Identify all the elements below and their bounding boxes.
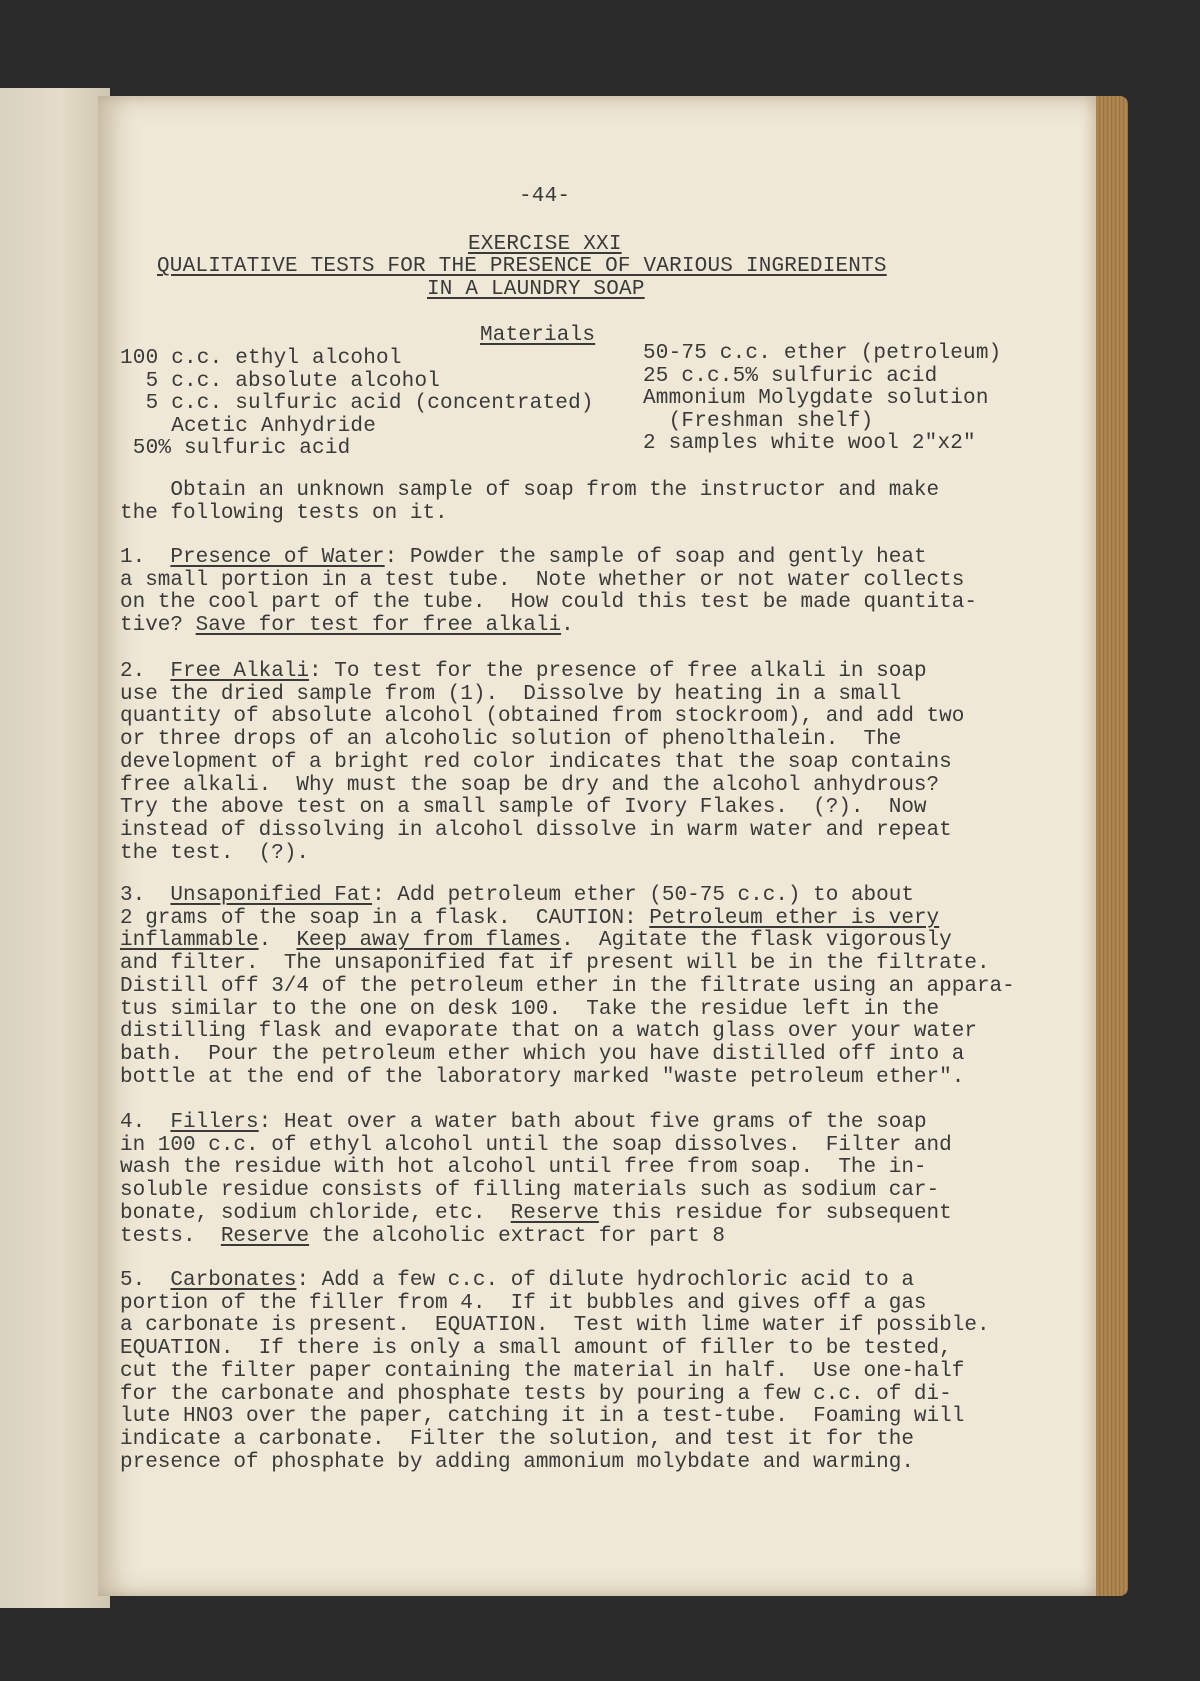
section-title: Fillers [170, 1111, 259, 1134]
section-line: on the cool part of the tube. How could this test be made quantita- [120, 591, 977, 615]
material-left-1: 100 c.c. ethyl alcohol [120, 347, 402, 370]
caution-text: Keep away from flames [296, 929, 562, 953]
section-line: a small portion in a test tube. Note whether or not water collects [120, 568, 965, 592]
section-line: soluble residue consists of filling materials such as sodium car- [120, 1179, 940, 1203]
section-line: use the dried sample from (1). Dissolve by heating in a small [120, 682, 902, 706]
section-5 [120, 1270, 1080, 1474]
section-line: free alkali. Why must the soap be dry and the alcohol anhydrous? [120, 773, 940, 797]
material-right-5: 2 samples white wool 2"x2" [643, 432, 976, 455]
title-line-1: QUALITATIVE TESTS FOR THE PRESENCE OF VARIOUS INGREDIENTS [157, 255, 887, 278]
title-line-2: IN A LAUNDRY SOAP [427, 278, 645, 301]
section-text: . [561, 614, 574, 638]
page-number: -44- [519, 185, 571, 208]
section-3 [120, 885, 1080, 1089]
section-text: : Heat over a water bath about five grams of the soap [258, 1111, 927, 1134]
material-left-2: 5 c.c. absolute alcohol [120, 370, 441, 393]
section-line: Distill off 3/4 of the petroleum ether in the filtrate using an appara- [120, 974, 1015, 998]
section-line: instead of dissolving in alcohol dissolve in warm water and repeat [120, 818, 952, 842]
material-right-1: 50-75 c.c. ether (petroleum) [643, 342, 1002, 365]
section-number: 1. [120, 546, 171, 569]
section-line: bath. Pour the petroleum ether which you have distilled off into a [120, 1042, 965, 1066]
section-line: tus similar to the one on desk 100. Take the residue left in the [120, 997, 940, 1021]
section-text: : Add a few c.c. of dilute hydrochloric acid to a [296, 1269, 914, 1292]
section-line: presence of phosphate by adding ammonium molybdate and warming. [120, 1450, 914, 1474]
material-left-3: 5 c.c. sulfuric acid (concentrated) [120, 392, 594, 415]
intro-paragraph [120, 480, 1080, 525]
section-line: lute HNO3 over the paper, catching it in a test-tube. Foaming will [120, 1405, 965, 1429]
section-line: the test. (?). [120, 841, 310, 865]
section-text: : To test for the presence of free alkali in soap [309, 660, 927, 683]
section-text: . [258, 929, 297, 953]
material-right-3: Ammonium Molygdate solution [643, 387, 989, 410]
section-number: 4. [120, 1111, 171, 1134]
material-left-4: Acetic Anhydride [120, 415, 377, 438]
section-text: : Add petroleum ether (50-75 c.c.) to about [372, 884, 914, 907]
caution-text: inflammable [120, 929, 259, 953]
section-line: development of a bright red color indicates that the soap contains [120, 750, 952, 774]
section-line: or three drops of an alcoholic solution of phenolthalein. The [120, 728, 902, 752]
section-line: indicate a carbonate. Filter the solution, and test it for the [120, 1427, 914, 1451]
section-line: a carbonate is present. EQUATION. Test with lime water if possible. [120, 1314, 990, 1338]
section-line: wash the residue with hot alcohol until free from soap. The in- [120, 1156, 927, 1180]
section-number: 2. [120, 660, 171, 683]
section-text: tive? [120, 614, 196, 638]
section-title: Carbonates [170, 1269, 297, 1292]
intro-line: the following tests on it. [120, 501, 448, 525]
material-right-4: (Freshman shelf) [643, 410, 874, 433]
left-page-edge [0, 88, 110, 1608]
section-line: distilling flask and evaporate that on a watch glass over your water [120, 1020, 977, 1044]
caution-text: Petroleum ether is very [649, 906, 940, 930]
section-2 [120, 661, 1080, 865]
section-line: EQUATION. If there is only a small amount of filler to be tested, [120, 1337, 952, 1361]
section-line: for the carbonate and phosphate tests by pouring a few c.c. of di- [120, 1382, 952, 1406]
material-left-5: 50% sulfuric acid [120, 437, 351, 460]
materials-label: Materials [480, 324, 596, 347]
exercise-heading: EXERCISE XXI [468, 233, 622, 256]
section-text: 2 grams of the soap in a flask. CAUTION: [120, 906, 650, 930]
section-line: portion of the filler from 4. If it bubbles and gives off a gas [120, 1291, 927, 1315]
section-line: cut the filter paper containing the material in half. Use one-half [120, 1359, 965, 1383]
section-1 [120, 547, 1080, 638]
material-right-2: 25 c.c.5% sulfuric acid [643, 365, 938, 388]
section-title: Presence of Water [170, 546, 385, 569]
section-line: in 100 c.c. of ethyl alcohol until the soap dissolves. Filter and [120, 1133, 952, 1157]
section-emphasis: Reserve [220, 1224, 310, 1248]
section-text: this residue for subsequent [598, 1201, 952, 1225]
section-number: 5. [120, 1269, 171, 1292]
section-line: and filter. The unsaponified fat if present will be in the filtrate. [120, 952, 990, 976]
section-title: Unsaponified Fat [170, 884, 373, 907]
section-emphasis: Reserve [510, 1201, 599, 1225]
section-line: Try the above test on a small sample of Ivory Flakes. (?). Now [120, 796, 927, 820]
section-number: 3. [120, 884, 171, 907]
section-title: Free Alkali [170, 660, 310, 683]
section-text: . Agitate the flask vigorously [561, 929, 952, 953]
section-4 [120, 1112, 1080, 1248]
section-line: bottle at the end of the laboratory marked "waste petroleum ether". [120, 1065, 965, 1089]
intro-line: Obtain an unknown sample of soap from the instructor and make [120, 479, 940, 502]
section-text: : Powder the sample of soap and gently heat [384, 546, 927, 569]
section-text: tests. [120, 1224, 221, 1248]
section-text: the alcoholic extract for part 8 [309, 1224, 725, 1248]
section-text: bonate, sodium chloride, etc. [120, 1201, 511, 1225]
section-line: quantity of absolute alcohol (obtained from stockroom), and add two [120, 705, 965, 729]
section-emphasis: Save for test for free alkali [195, 614, 562, 638]
